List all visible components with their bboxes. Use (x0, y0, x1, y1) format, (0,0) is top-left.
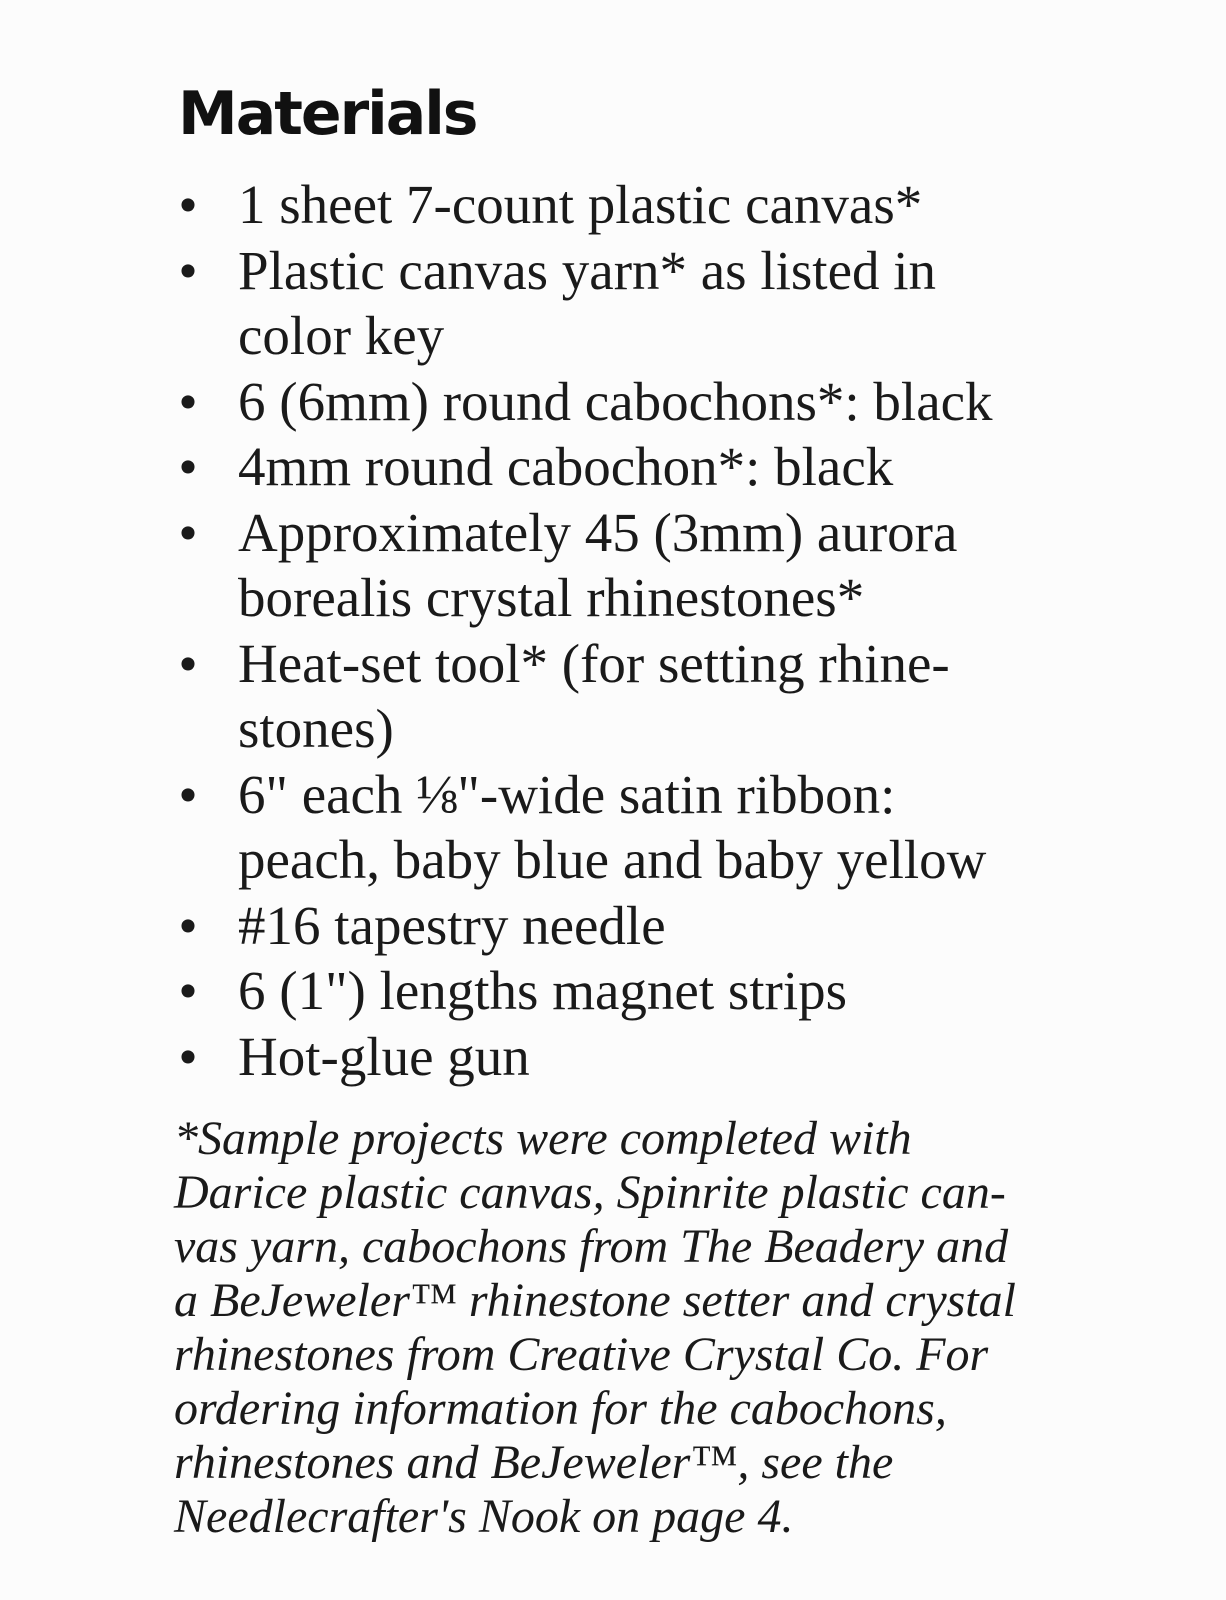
sample-projects-footnote (174, 1112, 1174, 1544)
materials-item-text: 1 sheet 7-count plastic canvas* (238, 174, 923, 235)
footnote-line: rhinestones from Creative Crystal Co. For (174, 1328, 989, 1381)
materials-list-item (178, 172, 1138, 238)
footnote-line: ordering information for the cabochons, (174, 1382, 947, 1435)
materials-item-text: 6 (6mm) round cabochons*: black (238, 370, 993, 432)
materials-list-item (178, 238, 1138, 369)
materials-list-item (178, 1024, 1138, 1090)
footnote-line: Darice plastic canvas, Spinrite plastic can- (174, 1166, 1006, 1219)
materials-item-text: 6" each ⅛"-wide satin ribbon: (238, 763, 896, 825)
bullet: • (178, 370, 198, 432)
materials-item-text: stones) (238, 698, 394, 759)
materials-item-text: #16 tapestry needle (238, 894, 666, 956)
materials-item-text: Plastic canvas yarn* as listed in (238, 239, 937, 301)
materials-item-text: Hot-glue gun (238, 1025, 530, 1087)
materials-item-text: Approximately 45 (3mm) aurora (238, 501, 958, 563)
bullet: • (178, 763, 198, 825)
bullet: • (178, 174, 198, 235)
materials-list-item (178, 369, 1138, 435)
bullet: • (178, 501, 198, 563)
footnote-line: vas yarn, cabochons from The Beadery and (174, 1220, 1009, 1273)
materials-heading: Materials (178, 79, 477, 149)
bullet: • (178, 436, 198, 497)
materials-list-item (178, 434, 1138, 500)
materials-list-item (178, 958, 1138, 1024)
footnote-line: Needlecrafter's Nook on page 4. (174, 1490, 794, 1543)
materials-item-text: 6 (1") lengths magnet strips (238, 960, 848, 1021)
materials-item-text: borealis crystal rhinestones* (238, 567, 865, 628)
footnote-line: rhinestones and BeJeweler™, see the (174, 1436, 894, 1489)
materials-item-text: Heat-set tool* (for setting rhine- (238, 632, 950, 694)
materials-list-item (178, 762, 1138, 893)
materials-item-text: 4mm round cabochon*: black (238, 436, 894, 497)
materials-list (178, 172, 1138, 1089)
materials-item-text: peach, baby blue and baby yellow (238, 829, 987, 890)
bullet: • (178, 632, 198, 694)
footnote-line: a BeJeweler™ rhinestone setter and crystal (174, 1274, 1016, 1327)
materials-list-item (178, 893, 1138, 959)
bullet: • (178, 239, 198, 301)
bullet: • (178, 894, 198, 956)
bullet: • (178, 960, 198, 1021)
bullet: • (178, 1025, 198, 1087)
footnote-line: *Sample projects were completed with (174, 1112, 912, 1165)
materials-list-item (178, 631, 1138, 762)
materials-item-text: color key (238, 305, 445, 366)
materials-list-item (178, 500, 1138, 631)
